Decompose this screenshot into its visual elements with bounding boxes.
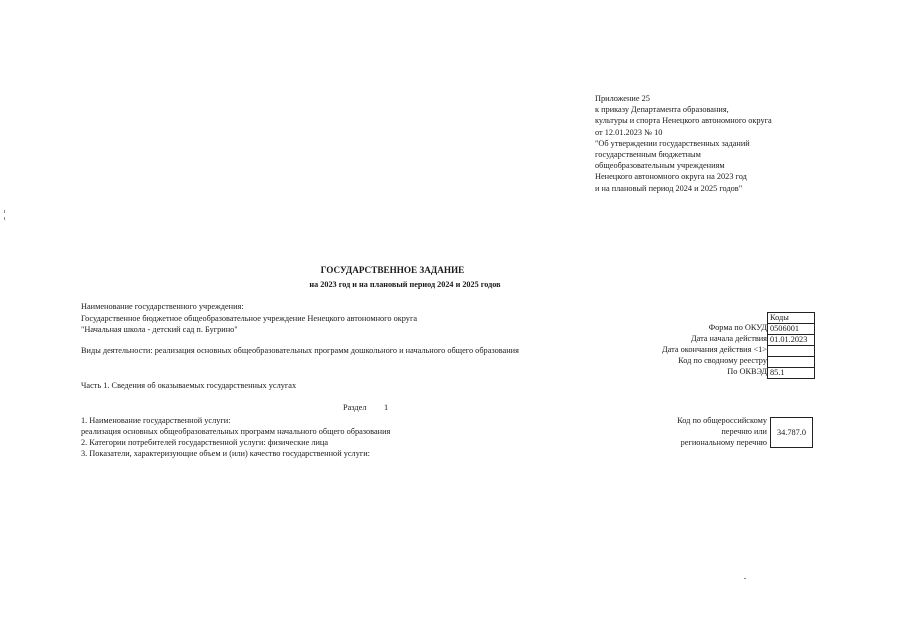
appendix-line: от 12.01.2023 № 10 [595, 127, 663, 137]
code-label-start-date: Дата начала действия [690, 334, 767, 343]
registry-code-box: 34.787.0 [770, 417, 813, 448]
indicators-heading: 3. Показатели, характеризующие объем и (или) качество государственной услуги: [81, 449, 370, 458]
scan-mark [4, 217, 5, 220]
appendix-line: культуры и спорта Ненецкого автономного округа [595, 116, 772, 126]
scan-mark [4, 210, 5, 213]
appendix-line: Приложение 25 [595, 94, 650, 103]
registry-label-line2: перечню или [721, 427, 767, 436]
registry-label-line1: Код по общероссийскому [677, 416, 767, 425]
appendix-line: государственным бюджетным [595, 149, 701, 159]
activity-types: Виды деятельности: реализация основных общеобразовательных программ дошкольного и начального общего образования [81, 346, 519, 355]
code-label-end-date: Дата окончания действия <1> [662, 345, 767, 354]
appendix-line: Ненецкого автономного округа на 2023 год [595, 172, 747, 182]
institution-name: Государственное бюджетное общеобразовательное учреждение Ненецкого автономного округа [81, 314, 418, 323]
code-label-registry: Код по сводному реестру [678, 356, 767, 365]
scan-speck [744, 578, 746, 579]
institution-name-short: "Начальная школа - детский сад п. Бугрино" [81, 325, 238, 334]
section-number: 1 [384, 403, 389, 412]
service-name-label: 1. Наименование государственной услуги: [81, 416, 231, 425]
part-heading: Часть 1. Сведения об оказываемых государственных услугах [81, 381, 297, 390]
appendix-line: и на плановый период 2024 и 2025 годов" [595, 183, 743, 193]
document-subtitle: на 2023 год и на плановый период 2024 и 2025 годов [309, 280, 501, 289]
appendix-block [595, 93, 772, 194]
code-value-okud: 0506001 [767, 323, 815, 335]
code-value-okved: 85.1 [767, 367, 815, 379]
registry-label-line3: региональному перечню [680, 438, 767, 447]
code-label-okud: Форма по ОКУД [708, 323, 767, 332]
appendix-line: общеобразовательным учреждениям [595, 161, 725, 171]
code-label-okved: По ОКВЭД [727, 367, 767, 376]
codes-header: Коды [767, 312, 815, 324]
section-label: Раздел [343, 403, 367, 412]
appendix-line: к приказу Департамента образования, [595, 105, 729, 115]
document-title: ГОСУДАРСТВЕННОЕ ЗАДАНИЕ [320, 265, 465, 275]
consumer-category: 2. Категории потребителей государственной услуги: физические лица [81, 438, 329, 447]
appendix-line: "Об утверждении государственных заданий [595, 138, 750, 148]
institution-label: Наименование государственного учреждения: [81, 302, 244, 311]
service-name-value: реализация основных общеобразовательных программ начального общего образования [81, 427, 391, 436]
code-value-start-date: 01.01.2023 [767, 334, 815, 346]
